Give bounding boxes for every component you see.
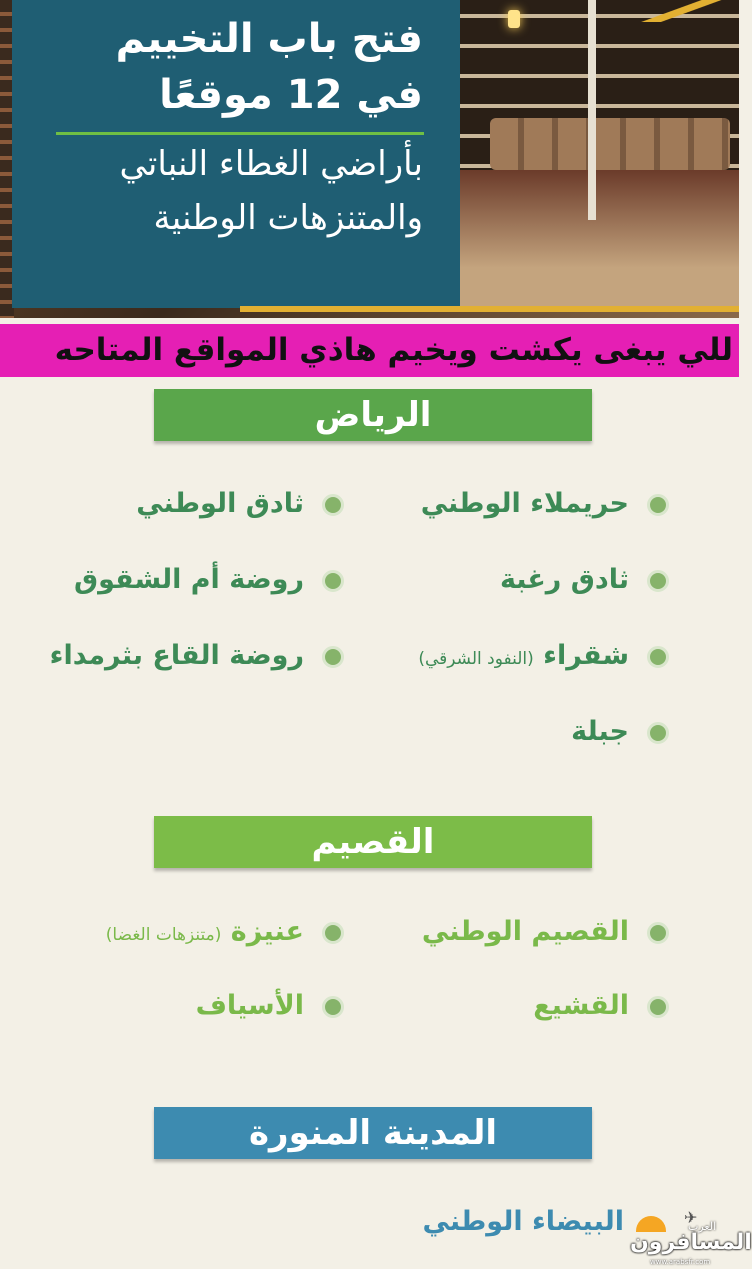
gold-accent [620, 0, 739, 22]
gold-underline [240, 306, 739, 312]
bullet-icon [322, 996, 344, 1018]
bullet-icon [647, 570, 669, 592]
bullet-icon [647, 996, 669, 1018]
site-logo [628, 1208, 752, 1266]
lamp-icon [508, 10, 520, 28]
tent-floor [460, 170, 739, 310]
list-item: روضة أم الشقوق [74, 564, 344, 595]
logo-url: www.arabsfr.com [650, 1258, 711, 1266]
list-item: عنيزة (متنزهات الغضا) [106, 916, 344, 947]
bullet-icon [647, 494, 669, 516]
list-item: القصيم الوطني [422, 916, 669, 947]
list-item: شقراء (النفود الشرقي) [418, 640, 669, 671]
bullet-icon [647, 722, 669, 744]
bullet-icon [322, 922, 344, 944]
list-item: القشيع [533, 990, 669, 1021]
section-header-qassim: القصيم [154, 816, 592, 868]
list-item: حريملاء الوطني [421, 488, 669, 519]
bullet-icon [322, 646, 344, 668]
logo-small-text: العرب [688, 1220, 717, 1233]
section-header-madinah: المدينة المنورة [154, 1107, 592, 1159]
list-item: الأسياف [196, 990, 344, 1021]
hero-line-1: فتح باب التخييم [115, 16, 423, 62]
plane-icon: ✈ [684, 1208, 698, 1227]
section-header-riyadh: الرياض [154, 389, 592, 441]
bullet-icon [322, 570, 344, 592]
tent-cushions [490, 118, 730, 170]
list-item: البيضاء الوطني [422, 1206, 624, 1237]
bullet-icon [322, 494, 344, 516]
hero-line-2: في 12 موقعًا [159, 72, 423, 118]
tent-pole [588, 0, 596, 220]
hero-line-3: بأراضي الغطاء النباتي [119, 144, 423, 184]
list-item: ثادق رغبة [500, 564, 669, 595]
list-item: ثادق الوطني [136, 488, 344, 519]
hero-divider [56, 132, 424, 135]
caption-text: للي يبغى يكشت ويخيم هاذي المواقع المتاحه [54, 332, 733, 368]
bullet-icon [647, 646, 669, 668]
logo-text: المسافرون [630, 1230, 752, 1255]
bullet-icon [647, 922, 669, 944]
hero-line-4: والمتنزهات الوطنية [153, 198, 423, 238]
caption-banner [0, 324, 739, 377]
list-item: جبلة [571, 716, 669, 747]
list-item: روضة القاع بثرمداء [50, 640, 344, 671]
hero-banner [0, 0, 739, 318]
